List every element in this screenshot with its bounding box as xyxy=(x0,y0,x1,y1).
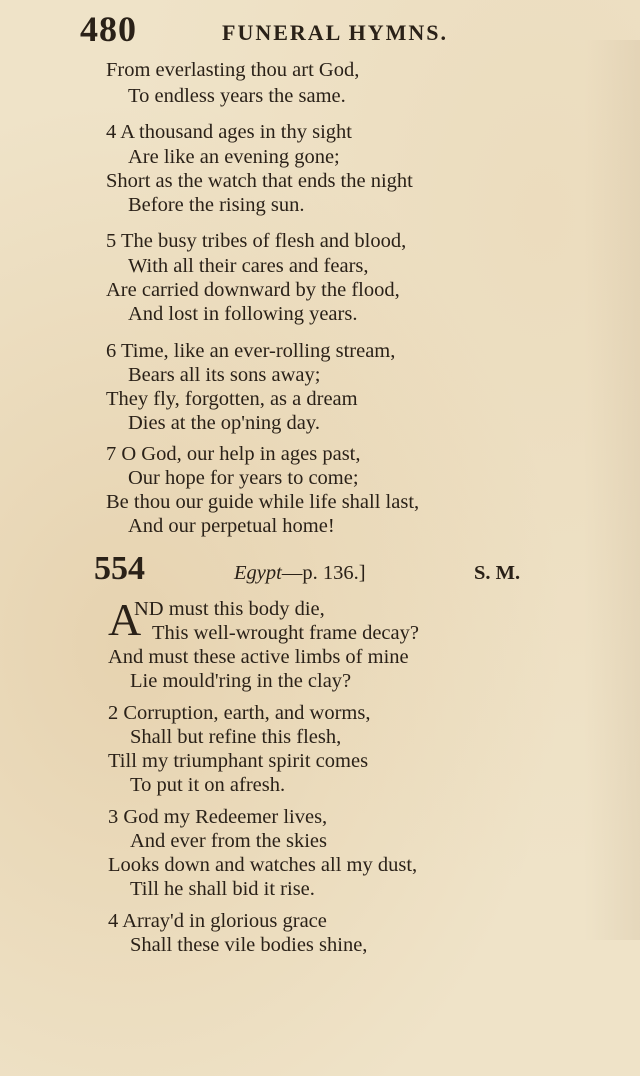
page-header xyxy=(80,8,500,48)
verse-line: 7 O God, our help in ages past, xyxy=(106,443,361,465)
verse-line: They fly, forgotten, as a dream xyxy=(106,388,358,410)
show-through-shadow xyxy=(584,40,640,940)
verse-line: 4 A thousand ages in thy sight xyxy=(106,121,352,143)
verse-line: Before the rising sun. xyxy=(128,194,305,216)
verse-line: Our hope for years to come; xyxy=(128,467,359,489)
verse-line: To put it on afresh. xyxy=(130,774,286,796)
verse-line: This well-wrought frame decay? xyxy=(152,622,419,644)
verse-line: Shall these vile bodies shine, xyxy=(130,934,368,956)
verse-line: With all their cares and fears, xyxy=(128,255,369,277)
verse-line: 4 Array'd in glorious grace xyxy=(108,910,327,932)
verse-line: To endless years the same. xyxy=(128,85,346,107)
verse-line: Be thou our guide while life shall last, xyxy=(106,491,420,513)
verse-line: 6 Time, like an ever-rolling stream, xyxy=(106,340,396,362)
verse-line: Are like an evening gone; xyxy=(128,146,340,168)
verse-line: Lie mould'ring in the clay? xyxy=(130,670,352,692)
verse-line: Till my triumphant spirit comes xyxy=(108,750,369,772)
verse-line: And lost in following years. xyxy=(128,303,358,325)
verse-line: Dies at the op'ning day. xyxy=(128,412,320,434)
verse-line: Till he shall bid it rise. xyxy=(130,878,315,900)
verse-line: Bears all its sons away; xyxy=(128,364,321,386)
tune-reference xyxy=(234,562,366,585)
verse-line: ND must this body die, xyxy=(134,598,325,620)
verse-line: From everlasting thou art God, xyxy=(106,59,360,81)
verse-line: 2 Corruption, earth, and worms, xyxy=(108,702,371,724)
verse-line: Short as the watch that ends the night xyxy=(106,170,413,192)
page-number: 480 xyxy=(80,9,137,49)
verse-line: Are carried downward by the flood, xyxy=(106,279,400,301)
verse-line: And ever from the skies xyxy=(130,830,327,852)
running-head: FUNERAL HYMNS. xyxy=(222,20,449,45)
verse-line: And our perpetual home! xyxy=(128,515,335,537)
verse-line: Looks down and watches all my dust, xyxy=(108,854,418,876)
tune-page: —p. 136.] xyxy=(281,562,366,584)
verse-line: Shall but refine this flesh, xyxy=(130,726,342,748)
verse-line: And must these active limbs of mine xyxy=(108,646,409,668)
hymn-number: 554 xyxy=(94,550,145,587)
verse-line: 5 The busy tribes of flesh and blood, xyxy=(106,230,407,252)
tune-name: Egypt xyxy=(234,562,282,584)
verse-line: 3 God my Redeemer lives, xyxy=(108,806,328,828)
meter: S. M. xyxy=(474,562,521,584)
drop-cap: A xyxy=(108,594,142,645)
